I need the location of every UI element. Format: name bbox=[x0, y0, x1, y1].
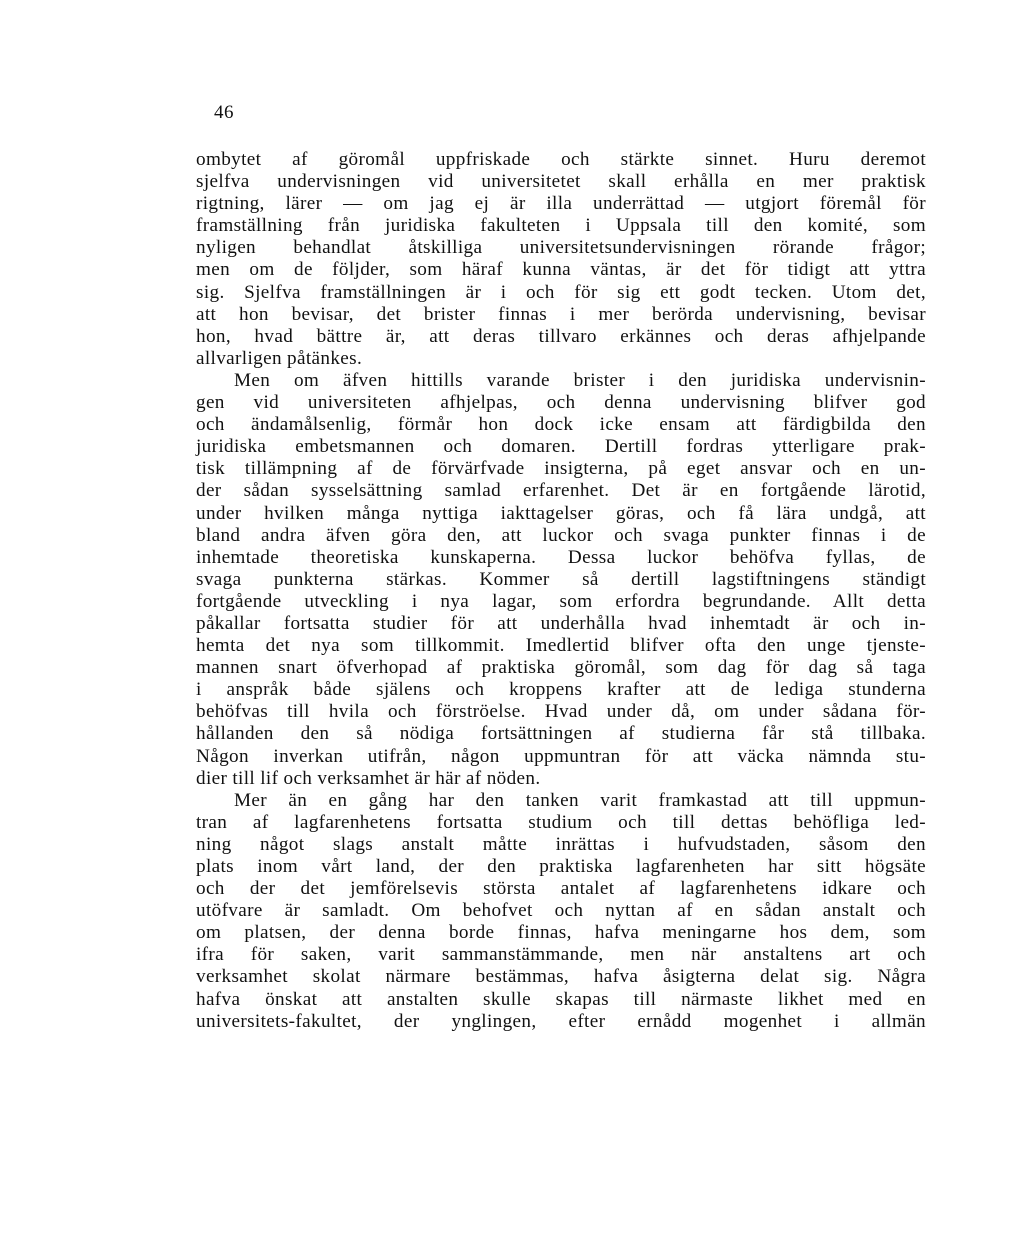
text-line: juridiska embetsmannen och domaren. Dertill fordras ytterligare prak- bbox=[196, 436, 926, 458]
text-line: der sådan sysselsättning samlad erfarenhet. Det är en fortgående lärotid, bbox=[196, 480, 926, 502]
text-line: hållanden den så nödiga fortsättningen af studierna får stå tillbaka. bbox=[196, 723, 926, 745]
text-line: svaga punkterna stärkas. Kommer så dertill lagstiftningens ständigt bbox=[196, 568, 926, 590]
text-line: gen vid universiteten afhjelpas, och denna undervisning blifver god bbox=[196, 392, 926, 414]
text-line: utöfvare är samladt. Om behofvet och nyttan af en sådan anstalt och bbox=[196, 900, 926, 922]
text-line: och der det jemförelsevis största antalet af lagfarenhetens idkare och bbox=[196, 878, 926, 900]
body-text bbox=[196, 149, 926, 1033]
text-line: fortgående utveckling i nya lagar, som erfordra begrundande. Allt detta bbox=[196, 590, 926, 612]
text-line: framställning från juridiska fakulteten i Uppsala till den komité, som bbox=[196, 215, 926, 237]
text-line: tisk tillämpning af de förvärfvade insigterna, på eget ansvar och en un- bbox=[196, 458, 926, 480]
text-line: ifra för saken, varit sammanstämmande, men när anstaltens art och bbox=[196, 944, 926, 966]
text-line: allvarligen påtänkes. bbox=[196, 347, 363, 369]
page-number: 46 bbox=[214, 102, 234, 123]
text-line: mannen snart öfverhopad af praktiska göromål, som dag för dag så taga bbox=[196, 657, 926, 679]
text-line: nyligen behandlat åtskilliga universitetsundervisningen rörande frågor; bbox=[196, 237, 926, 259]
text-line: inhemtade theoretiska kunskaperna. Dessa luckor behöfva fyllas, de bbox=[196, 546, 926, 568]
text-line: Mer än en gång har den tanken varit framkastad att till uppmun- bbox=[234, 789, 926, 811]
text-line: rigtning, lärer — om jag ej är illa underrättad — utgjort föremål för bbox=[196, 193, 926, 215]
text-line: om platsen, der denna borde finnas, hafva meningarne hos dem, som bbox=[196, 922, 926, 944]
text-line: hemta det nya som tillkommit. Imedlertid blifver ofta den unge tjenste- bbox=[196, 635, 926, 657]
text-line: plats inom vårt land, der den praktiska lagfarenheten har sitt högsäte bbox=[196, 856, 926, 877]
text-line: ombytet af göromål uppfriskade och stärkte sinnet. Huru deremot bbox=[196, 149, 926, 170]
text-line: hon, hvad bättre är, att deras tillvaro erkännes och deras afhjelpande bbox=[196, 325, 926, 347]
text-line: men om de följder, som häraf kunna väntas, är det för tidigt att yttra bbox=[196, 259, 926, 281]
text-line: påkallar fortsatta studier för att underhålla hvad inhemtadt är och in- bbox=[196, 612, 926, 634]
text-line: i anspråk både själens och kroppens krafter att de lediga stunderna bbox=[196, 679, 926, 701]
text-line: Någon inverkan utifrån, någon uppmuntran för att väcka nämnda stu- bbox=[196, 745, 926, 767]
text-line: sig. Sjelfva framställningen är i och för sig ett godt tecken. Utom det, bbox=[196, 281, 926, 303]
text-line: universitets-fakultet, der ynglingen, efter ernådd mogenhet i allmän bbox=[196, 1010, 926, 1032]
text-line: dier till lif och verksamhet är här af nöden. bbox=[196, 767, 541, 789]
text-line: Men om äfven hittills varande brister i den juridiska undervisnin- bbox=[234, 369, 926, 391]
text-line: verksamhet skolat närmare bestämmas, hafva åsigterna delat sig. Några bbox=[196, 966, 926, 988]
text-line: hafva önskat att anstalten skulle skapas till närmaste likhet med en bbox=[196, 988, 926, 1010]
text-line: ning något slags anstalt måtte inrättas i hufvudstaden, såsom den bbox=[196, 833, 926, 855]
text-line: och ändamålsenlig, förmår hon dock icke ensam att färdigbilda den bbox=[196, 414, 926, 436]
text-line: bland andra äfven göra den, att luckor och svaga punkter finnas i de bbox=[196, 524, 926, 546]
text-line: tran af lagfarenhetens fortsatta studium och till dettas behöfliga led- bbox=[196, 811, 926, 833]
text-line: under hvilken många nyttiga iakttagelser göras, och få lära undgå, att bbox=[196, 502, 926, 524]
text-line: behöfvas till hvila och förströelse. Hvad under då, om under sådana för- bbox=[196, 701, 926, 723]
text-line: att hon bevisar, det brister finnas i mer berörda undervisning, bevisar bbox=[196, 303, 926, 325]
text-line: sjelfva undervisningen vid universitetet skall erhålla en mer praktisk bbox=[196, 171, 926, 193]
